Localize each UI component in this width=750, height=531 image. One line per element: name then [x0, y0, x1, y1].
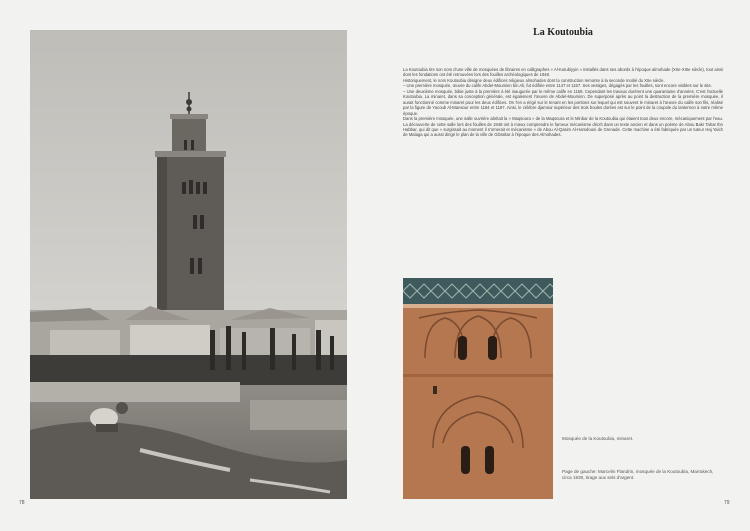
paragraph: La Koutoubia tire son nom d'une ville de mosquées de libraires en calligraphes « Al-Kutubiyyin » installés dans ses abords à l'époque almohade (XIIe-XIIIe siècle), tout ainsi dont les fondations ont été retrouvées lors des fouilles archéologiques de 1948.: [403, 67, 723, 78]
minaret-photo-graphic: [30, 30, 347, 499]
detail-caption: Mosquée de la Koutoubia, minaret.: [562, 436, 634, 441]
article-body: [403, 67, 723, 272]
minaret-detail-photo: [403, 278, 553, 499]
right-page-number: 79: [724, 500, 730, 506]
paragraph: Dans la première mosquée, une salle ouvrière abritait la « Maqsoura » de la Maqsoura et le Minbar de la Koutoubia qui étaient tous deux encore, mécaniquement par l'eau. La découverte de cette salle lors des fouilles de 1948 ont à mieux comprendre le fameux mécanisme décrit dans un texte ancien et dans un poème de Abou Bakr Tahar Ibn Habbar, qui dit que « surgissait au moment il s'ornerait et mécanisme » de Abou Al-Qasim Al-Hamdouni de Grenade. Cette machine a été fabriquée par un tuteur Haj Yaich de Malaga qui a aussi dirigé le plan de la ville de Gibraltar à l'époque des Almohades.: [403, 116, 723, 138]
minaret-detail-graphic: [403, 278, 553, 499]
paragraph: – Une première mosquée, œuvre du calife Abdel-Mouminn bin Ali, fut édifiée entre 1147 et 1157. Ses vestiges, dégagés par les fouilles, sont encore visibles sur le site.: [403, 83, 712, 89]
article-title: La Koutoubia: [533, 27, 593, 38]
photo-caption: Page de gauche: Marcelin Flandrin, mosquée de la Koutoubia, Marrakech, circa 1930, tirage aux sels d'argent.: [562, 469, 714, 480]
paragraph: – Une deuxième mosquée, bâtie juste à la première à été inaugurée par le même calife en 1158. Cependant les travaux durèrent une quarantaine d'années. C'est l'actuelle Koutoubia. La minaret, dans sa conception générale, est également l'œuvre de Abdel-Mouminn. De superposé après au point la destruction de la première mosquée, il aurait fonctionné comme minaret pour les deux édifices. On l'en a érigé sur le tenant en les portions sur lequel qui est souvent le minaret à l'œuvre du calife son fils, réalisé par la figure de Yacoub Al-Mansour entre 1184 et 1197. Ainsi, le célèbre djamour supérieur des trois boules dorées est sur le point de la coupole du lanternon à notre même époque.: [403, 88, 723, 116]
paragraph: Historiquement, le nom Koutoubia désigne deux édifices religieux almohades dont la construction remonte à la seconde moitié du XIIe siècle.: [403, 77, 665, 83]
left-page-number: 78: [19, 500, 25, 506]
minaret-photograph: [30, 30, 347, 499]
